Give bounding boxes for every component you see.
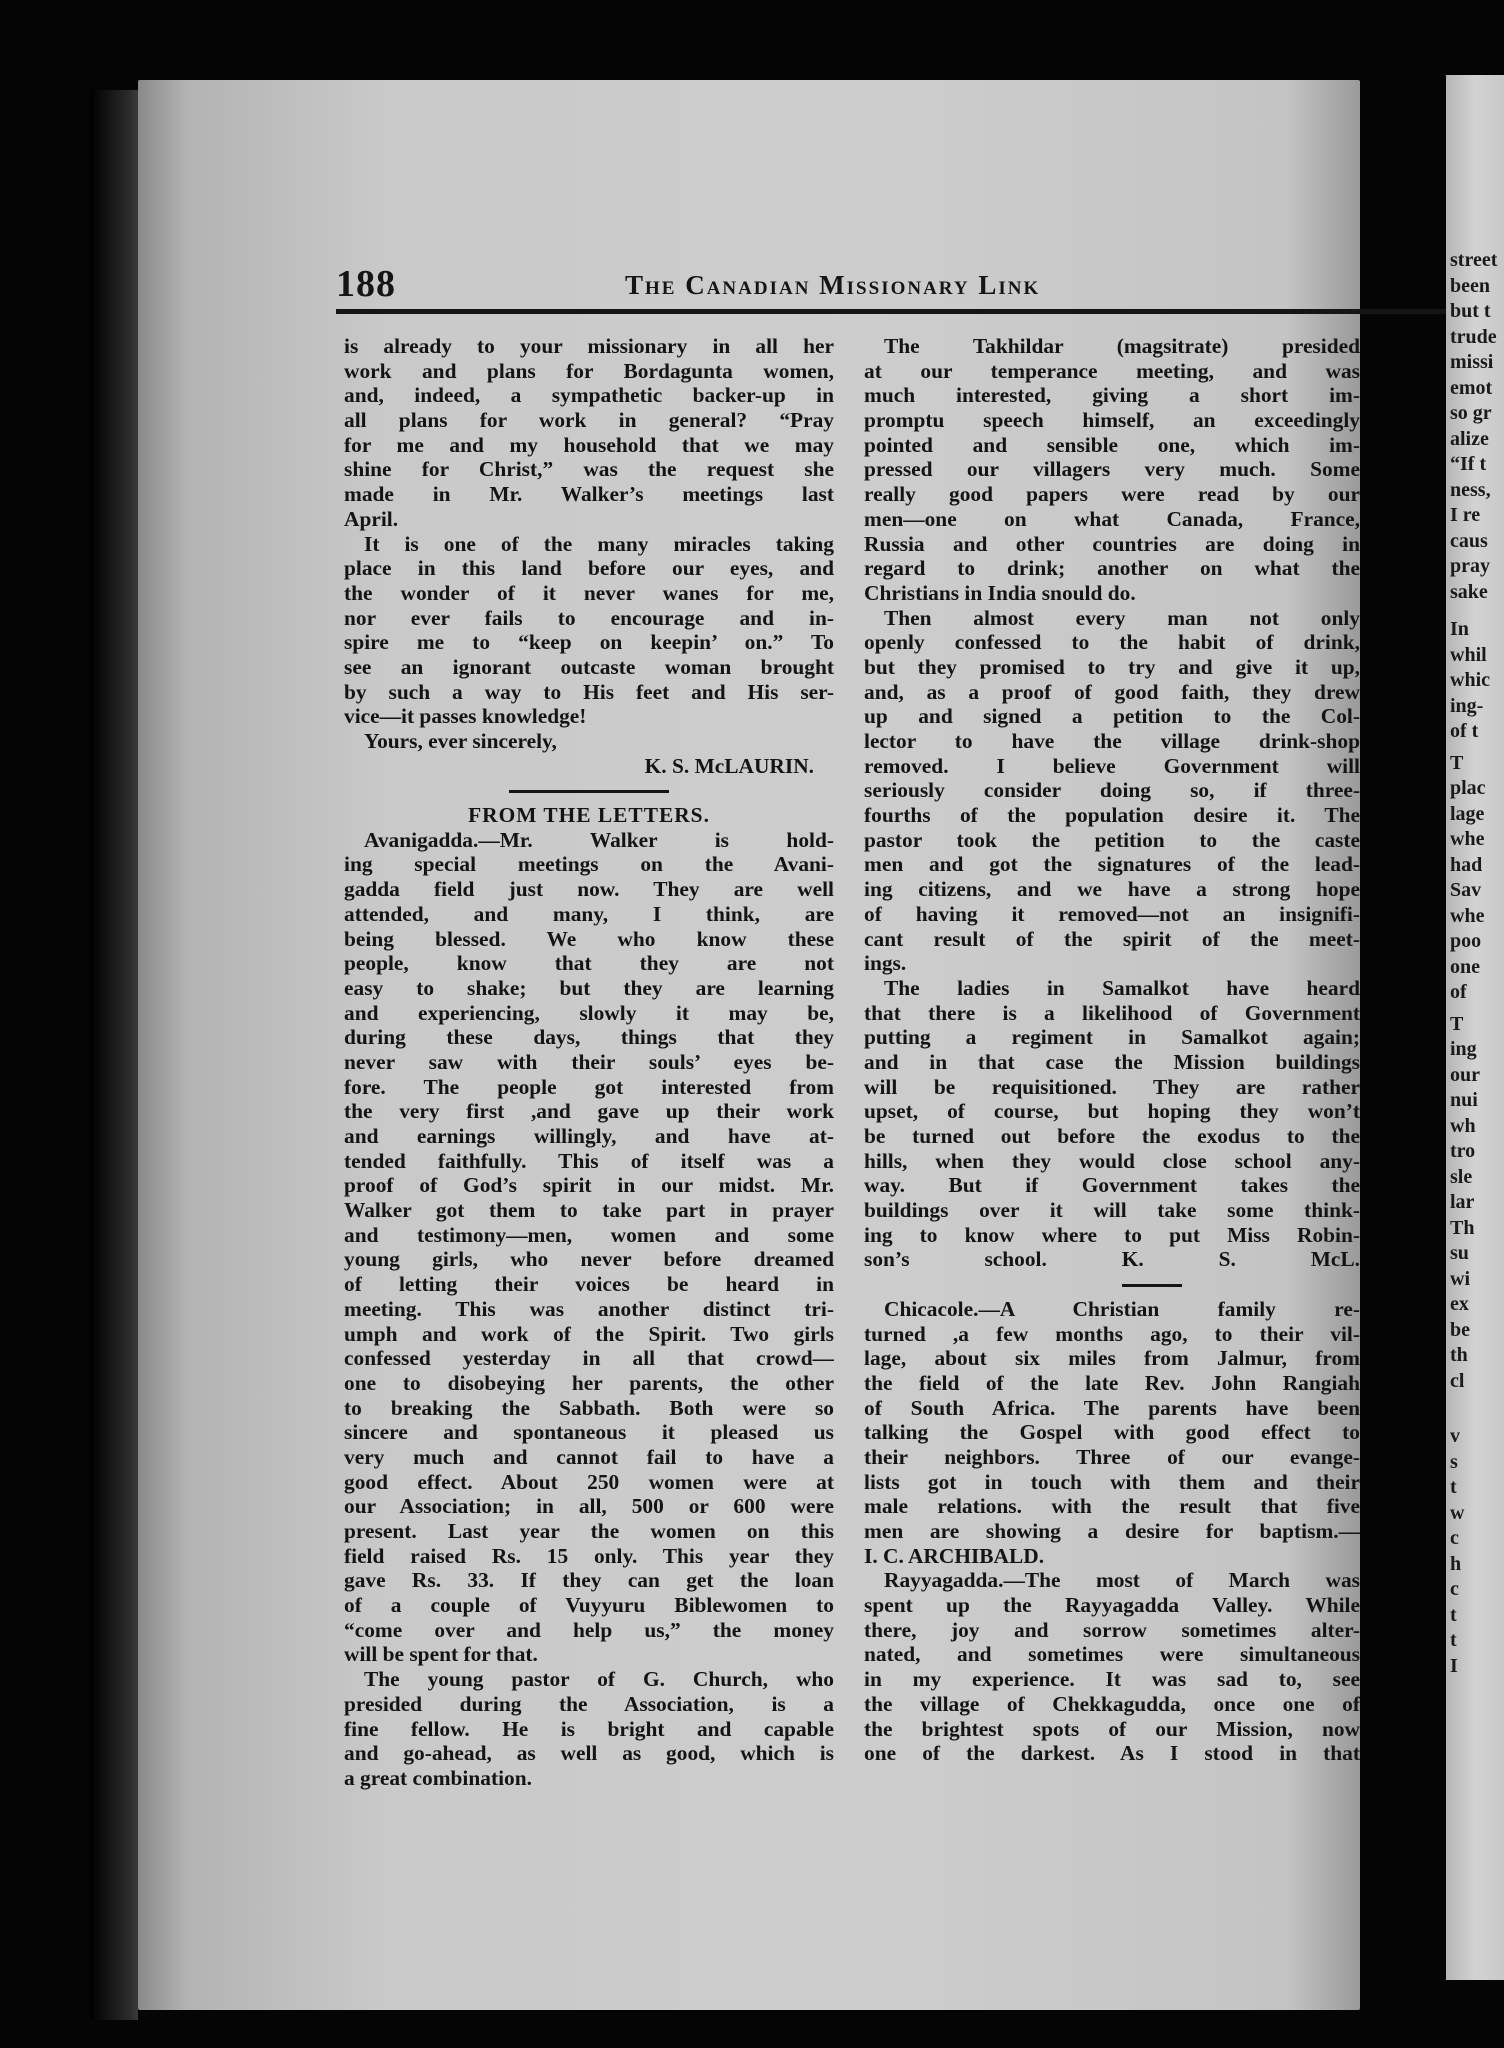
adjacent-page-fragment: pray: [1450, 555, 1490, 577]
adjacent-page-fragment: alize: [1450, 427, 1489, 450]
text-line: be turned out before the exodus to the: [864, 1124, 1360, 1148]
adjacent-page-fragment: lar: [1450, 1191, 1475, 1213]
text-line: present. Last year the women on this: [344, 1519, 834, 1543]
adjacent-page-fragment: but t: [1450, 300, 1491, 322]
adjacent-page-fragment: of: [1450, 981, 1467, 1003]
text-line: presided during the Association, is a: [344, 1691, 834, 1716]
text-line: see an ignorant outcaste woman brought: [344, 654, 834, 679]
text-line: Rayyagadda.—The most of March was: [884, 1568, 1360, 1593]
text-line: there, joy and sorrow sometimes alter-: [864, 1617, 1360, 1642]
adjacent-page-fragment: street: [1450, 249, 1498, 271]
page-number: 188: [336, 263, 396, 305]
adjacent-page-fragment: poo: [1450, 930, 1482, 952]
adjacent-page-fragment: trude: [1450, 325, 1497, 348]
text-line: and in that case the Mission buildings: [864, 1049, 1360, 1074]
text-line: Chicacole.—A Christian family re-: [884, 1296, 1360, 1321]
text-line: one of the darkest. As I stood in that: [864, 1741, 1360, 1766]
adjacent-page-fragment: ing: [1450, 1038, 1477, 1060]
text-line: fore. The people got interested from: [344, 1074, 834, 1099]
adjacent-page-fragment: sake: [1450, 580, 1488, 603]
text-line: promptu speech himself, an exceedingly: [864, 408, 1360, 433]
text-line: of letting their voices be heard in: [344, 1272, 834, 1297]
text-line: The ladies in Samalkot have heard: [884, 975, 1360, 1000]
text-line: the field of the late Rev. John Rangiah: [864, 1370, 1360, 1395]
text-line: very much and cannot fail to have a: [344, 1444, 834, 1469]
adjacent-page-fragment: been: [1450, 274, 1490, 297]
text-line: I. C. ARCHIBALD.: [864, 1543, 1045, 1568]
text-line: is already to your missionary in all her: [344, 334, 834, 358]
adjacent-page-fragment: lage: [1450, 802, 1485, 825]
text-line: for me and my household that we may: [344, 432, 834, 457]
text-line: It is one of the many miracles taking: [364, 531, 834, 556]
text-line: lector to have the village drink-shop: [864, 729, 1360, 753]
adjacent-page-fragment: nui: [1450, 1089, 1478, 1111]
text-line: much interested, giving a short im-: [864, 383, 1360, 408]
text-line: removed. I believe Government will: [864, 753, 1360, 778]
adjacent-page-fragment: missi: [1450, 351, 1494, 373]
text-line: buildings over it will take some think-: [864, 1198, 1360, 1223]
text-line: nor ever fails to encourage and in-: [344, 605, 834, 630]
adjacent-page-fragment: th: [1450, 1344, 1468, 1366]
text-line: proof of God’s spirit in our midst. Mr.: [344, 1173, 834, 1198]
text-line: Avanigadda.—Mr. Walker is hold-: [364, 827, 834, 852]
text-line: putting a regiment in Samalkot again;: [864, 1025, 1360, 1050]
text-line: and testimony—men, women and some: [344, 1222, 834, 1247]
adjacent-page-fragment: ex: [1450, 1293, 1469, 1315]
text-line: lage, about six miles from Jalmur, from: [864, 1346, 1360, 1371]
text-line: Yours, ever sincerely,: [364, 729, 557, 753]
text-line: will be spent for that.: [344, 1642, 538, 1667]
text-line: by such a way to His feet and His ser-: [344, 679, 834, 704]
adjacent-page-fragment: tro: [1450, 1140, 1476, 1162]
text-line: Walker got them to take part in prayer: [344, 1198, 834, 1223]
adjacent-page-fragment: caus: [1450, 529, 1488, 552]
text-line: really good papers were read by our: [864, 482, 1360, 507]
adjacent-page-edge: [1446, 75, 1504, 1980]
text-line: the village of Chekkagudda, once one of: [864, 1691, 1360, 1716]
text-line: and, as a proof of good faith, they drew: [864, 679, 1360, 704]
text-line: seriously consider doing so, if three-: [864, 778, 1360, 803]
adjacent-page-fragment: c: [1450, 1578, 1459, 1600]
adjacent-page-fragment: so gr: [1450, 402, 1492, 424]
adjacent-page-fragment: had: [1450, 853, 1483, 876]
text-line: work and plans for Bordagunta women,: [344, 358, 834, 383]
text-line: men are showing a desire for baptism.—: [864, 1519, 1360, 1543]
text-line: The young pastor of G. Church, who: [364, 1667, 834, 1692]
adjacent-page-fragment: of t: [1450, 720, 1479, 742]
adjacent-page-fragment: s: [1450, 1450, 1458, 1473]
adjacent-page-fragment: be: [1450, 1318, 1470, 1341]
text-line: will be requisitioned. They are rather: [864, 1074, 1360, 1099]
text-line: Christians in India snould do.: [864, 580, 1136, 605]
adjacent-page-fragment: “If t: [1450, 453, 1487, 475]
text-line: fourths of the population desire it. The: [864, 803, 1360, 828]
adjacent-page-fragment: ing-: [1450, 694, 1484, 717]
text-line: ing special meetings on the Avani-: [344, 852, 834, 877]
text-line: ings.: [864, 951, 907, 976]
adjacent-page-fragment: wi: [1450, 1267, 1470, 1290]
adjacent-page-fragment: su: [1450, 1242, 1469, 1264]
text-line: of having it removed—not an insignifi-: [864, 901, 1360, 926]
adjacent-page-fragment: one: [1450, 955, 1480, 978]
adjacent-page-fragment: Th: [1450, 1216, 1475, 1239]
header-rule: [336, 309, 1446, 314]
adjacent-page-fragment: I: [1450, 1654, 1458, 1677]
text-line: at our temperance meeting, and was: [864, 358, 1360, 383]
section-divider-rule: [344, 778, 834, 803]
adjacent-page-fragment: t: [1450, 1603, 1457, 1626]
text-line: one to disobeying her parents, the other: [344, 1370, 834, 1395]
text-line: made in Mr. Walker’s meetings last: [344, 482, 834, 507]
text-line: meeting. This was another distinct tri-: [344, 1296, 834, 1321]
adjacent-page-fragment: whe: [1450, 828, 1485, 850]
text-line: good effect. About 250 women were at: [344, 1469, 834, 1494]
text-line: and experiencing, slowly it may be,: [344, 1000, 834, 1025]
text-line: never saw with their souls’ eyes be-: [344, 1049, 834, 1074]
text-line: hills, when they would close school any-: [864, 1148, 1360, 1173]
text-line: “come over and help us,” the money: [344, 1617, 834, 1642]
adjacent-page-fragment: Sav: [1450, 879, 1482, 901]
adjacent-page-fragment: c: [1450, 1527, 1459, 1549]
text-line: upset, of course, but hoping they won’t: [864, 1099, 1360, 1124]
text-line: men and got the signatures of the lead-: [864, 852, 1360, 877]
text-line: talking the Gospel with good effect to: [864, 1420, 1360, 1445]
text-line: of a couple of Vuyyuru Biblewomen to: [344, 1593, 834, 1618]
text-line: sincere and spontaneous it pleased us: [344, 1420, 834, 1445]
text-line: and go-ahead, as well as good, which is: [344, 1741, 834, 1766]
text-line: pastor took the petition to the caste: [864, 827, 1360, 852]
text-line: male relations. with the result that five: [864, 1494, 1360, 1519]
text-line: Russia and other countries are doing in: [864, 531, 1360, 556]
text-line: lists got in touch with them and their: [864, 1469, 1360, 1494]
text-line: the wonder of it never wanes for me,: [344, 580, 834, 605]
adjacent-page-fragment: w: [1450, 1501, 1465, 1524]
adjacent-page-fragment: I re: [1450, 504, 1481, 526]
adjacent-page-fragment: whil: [1450, 643, 1487, 666]
section-divider-rule: [864, 1272, 1360, 1297]
adjacent-page-fragment: sle: [1450, 1165, 1473, 1188]
text-line: during these days, things that they: [344, 1025, 834, 1050]
text-line: men—one on what Canada, France,: [864, 506, 1360, 531]
adjacent-page-fragment: T: [1450, 1012, 1464, 1035]
text-line: place in this land before our eyes, and: [344, 556, 834, 581]
text-line: young girls, who never before dreamed: [344, 1247, 834, 1272]
right-column: [864, 334, 1360, 1766]
text-line: of South Africa. The parents have been: [864, 1395, 1360, 1420]
text-line: but they promised to try and give it up,: [864, 654, 1360, 679]
adjacent-page-fragment: wh: [1450, 1114, 1476, 1137]
text-line: easy to shake; but they are learning: [344, 975, 834, 1000]
text-line: to breaking the Sabbath. Both were so: [344, 1395, 834, 1420]
text-line: our Association; in all, 500 or 600 were: [344, 1494, 834, 1519]
text-line: up and signed a petition to the Col-: [864, 704, 1360, 729]
text-line: regard to drink; another on what the: [864, 556, 1360, 581]
adjacent-page-fragment: In: [1450, 618, 1469, 640]
left-column: [344, 334, 834, 1791]
text-line: gave Rs. 33. If they can get the loan: [344, 1568, 834, 1593]
text-line: the brightest spots of our Mission, now: [864, 1716, 1360, 1741]
adjacent-page-fragment: ness,: [1450, 478, 1491, 501]
text-line: spire me to “keep on keepin’ on.” To: [344, 630, 834, 655]
adjacent-page-fragment: plac: [1450, 777, 1486, 799]
adjacent-page-fragment: our: [1450, 1063, 1480, 1086]
adjacent-page-fragment: h: [1450, 1552, 1462, 1575]
adjacent-page-fragment: v: [1450, 1425, 1460, 1447]
text-line: a great combination.: [344, 1765, 532, 1790]
text-line: pointed and sensible one, which im-: [864, 432, 1360, 457]
adjacent-page-fragment: t: [1450, 1629, 1457, 1651]
text-line: and earnings willingly, and have at-: [344, 1124, 834, 1148]
adjacent-page-fragment: emot: [1450, 376, 1493, 399]
running-title: The Canadian Missionary Link: [625, 270, 1041, 300]
text-line: all plans for work in general? “Pray: [344, 408, 834, 433]
text-line: cant result of the spirit of the meet-: [864, 926, 1360, 951]
text-line: pressed our villagers very much. Some: [864, 457, 1360, 482]
text-line: that there is a likelihood of Government: [864, 1000, 1360, 1025]
text-line: shine for Christ,” was the request she: [344, 457, 834, 482]
text-line: April.: [344, 506, 399, 531]
text-line: ing citizens, and we have a strong hope: [864, 877, 1360, 902]
text-line: The Takhildar (magsitrate) presided: [884, 334, 1360, 358]
adjacent-page-fragment: cl: [1450, 1369, 1465, 1392]
text-line: their neighbors. Three of our evange-: [864, 1444, 1360, 1469]
text-line: and, indeed, a sympathetic backer-up in: [344, 383, 834, 408]
adjacent-page-fragment: whe: [1450, 904, 1485, 927]
text-line: gadda field just now. They are well: [344, 877, 834, 902]
text-line: vice—it passes knowledge!: [344, 704, 587, 729]
text-line: son’s school. K. S. McL.: [864, 1247, 1360, 1272]
text-line: K. S. McLAURIN.: [644, 753, 814, 778]
text-line: the very first ,and gave up their work: [344, 1099, 834, 1124]
text-line: field raised Rs. 15 only. This year they: [344, 1543, 834, 1568]
adjacent-page-fragment: T: [1450, 751, 1464, 774]
text-line: attended, and many, I think, are: [344, 901, 834, 926]
text-line: fine fellow. He is bright and capable: [344, 1716, 834, 1741]
text-line: nated, and sometimes were simultaneous: [864, 1642, 1360, 1667]
binding-shadow: [90, 90, 138, 2020]
text-line: openly confessed to the habit of drink,: [864, 630, 1360, 655]
text-line: in my experience. It was sad to, see: [864, 1667, 1360, 1692]
text-line: spent up the Rayyagadda Valley. While: [864, 1593, 1360, 1618]
text-line: Then almost every man not only: [884, 605, 1360, 630]
adjacent-page-fragment: whic: [1450, 669, 1490, 691]
text-line: way. But if Government takes the: [864, 1173, 1360, 1198]
text-line: FROM THE LETTERS.: [468, 803, 710, 828]
text-line: people, know that they are not: [344, 951, 834, 976]
text-line: turned ,a few months ago, to their vil-: [864, 1321, 1360, 1346]
text-line: being blessed. We who know these: [344, 926, 834, 951]
text-line: confessed yesterday in all that crowd—: [344, 1346, 834, 1371]
text-line: ing to know where to put Miss Robin-: [864, 1222, 1360, 1247]
adjacent-page-fragment: t: [1450, 1476, 1457, 1498]
text-line: tended faithfully. This of itself was a: [344, 1148, 834, 1173]
text-line: umph and work of the Spirit. Two girls: [344, 1321, 834, 1346]
